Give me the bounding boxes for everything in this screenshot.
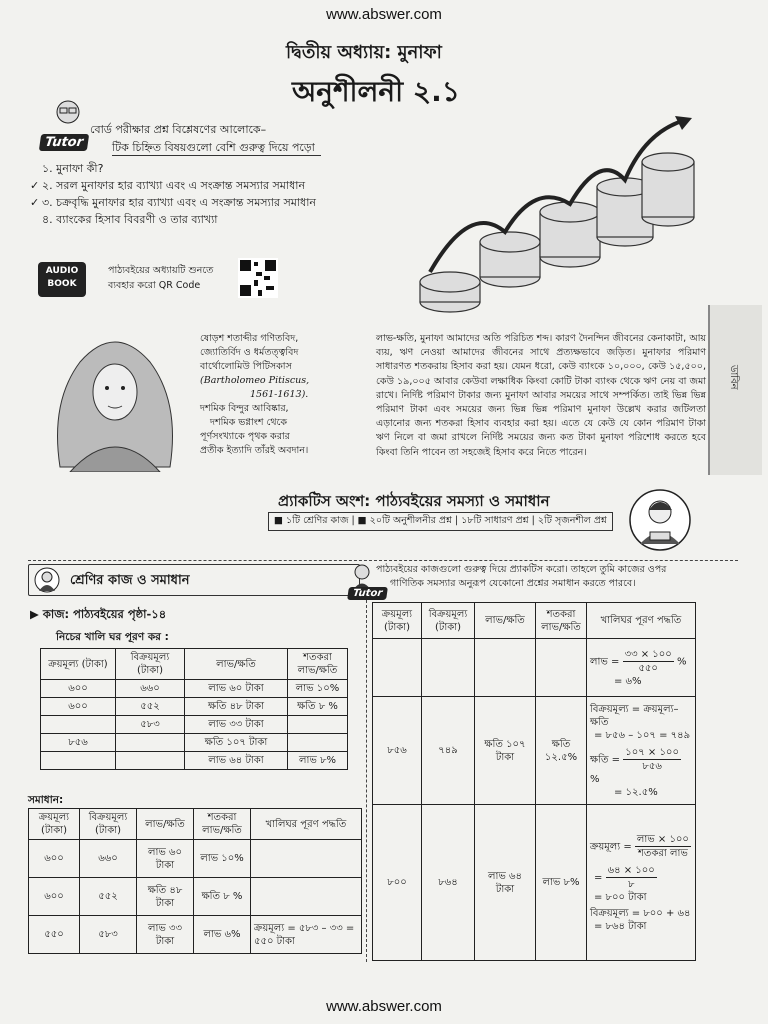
table-row: ৬০০ ৬৬০ লাভ ৬০ টাকা লাভ ১০%: [41, 680, 348, 698]
chapter-title: দ্বিতীয় অধ্যায়: মুনাফা: [286, 42, 442, 63]
table-row: লাভ = $\frac{৩৩ \times ১০০}{৫৫০}$ % = ৬%: [373, 639, 696, 697]
audio-book-badge: AUDIO BOOK: [38, 262, 86, 297]
table-row: ৬০০ ৬৬০ লাভ ৬০ টাকা লাভ ১০%: [29, 840, 362, 878]
watermark-top: www.abswer.com: [326, 6, 442, 23]
task-label: ▶ কাজ: পাঠ্যবইয়ের পৃষ্ঠা-১৪: [30, 607, 167, 621]
side-tab: ডাবিন: [708, 305, 762, 475]
coin-growth-illustration: [410, 112, 700, 332]
tutor-line1: বোর্ড পরীক্ষার প্রশ্ন বিশ্লেষণের আলোকে–: [90, 123, 267, 136]
tutor-note1: পাঠ্যবইয়ের কাজগুলো গুরুত্ব দিয়ে প্র্যাকটিস করো। তাহলে তুমি কাজের ওপর: [376, 564, 667, 575]
solution-table-right: ক্রয়মূল্য (টাকা) বিক্রয়মূল্য (টাকা) লাভ/ক্ষতি শতকরা লাভ/ক্ষতি খালিঘর পূরণ পদ্ধতি লাভ = $\frac{৩৩ \times ১০০}{৫৫০}$ % = ৬% ৮৫৬ ৭৪৯ ক্ষতি ১০৭ টাকা ক্ষতি ১২.৫% বিক্রয়মূল্য = ক্রয়মূল্য–ক্ষতি = ৮৫৬ – ১০৭ = ৭৪৯ ক্ষতি = $\frac{১০৭ \times ১০০}{৮৫৬}$ % = ১২.৫% ৮০০ ৮৬৪ লাভ ৬৪ টাকা লাভ ৮% ক্রয়মূল্য = $\frac{\text{লাভ × ১০০}}{\text{শতকরা লাভ}}$ = $\frac{৬৪ \times ১০০}{৮}$ = ৮০০ টাকা বিক্রয়মূল্য = ৮০০ + ৬৪ = ৮৬৪ টাকা: [372, 602, 696, 961]
topic-list: [30, 160, 390, 228]
table-row: ৬০০ ৫৫২ ক্ষতি ৪৮ টাকা ক্ষতি ৮ %: [41, 698, 348, 716]
pitiscus-portrait: [40, 322, 190, 472]
table-row: ৮৫৬ ৭৪৯ ক্ষতি ১০৭ টাকা ক্ষতি ১২.৫% বিক্রয়মূল্য = ক্রয়মূল্য–ক্ষতি = ৮৫৬ – ১০৭ = ৭৪৯ ক্ষতি = $\frac{১০৭ \times ১০০}{৮৫৬}$ % = ১২.৫%: [373, 697, 696, 805]
solution-table-left: ক্রয়মূল্য (টাকা) বিক্রয়মূল্য (টাকা) লাভ/ক্ষতি শতকরা লাভ/ক্ষতি খালিঘর পূরণ পদ্ধতি ৬০০ ৬৬০ লাভ ৬০ টাকা লাভ ১০% ৬০০ ৫৫২ ক্ষতি ৪৮ টাকা ক্ষতি ৮ % ৫৫০ ৫৮৩ লাভ ৩৩ টাকা লাভ ৬% ক্রয়মূল্য = ৫৮৩ – ৩৩ = ৫৫০ টাকা: [28, 808, 362, 954]
tutor-tag: Tutor: [39, 134, 89, 151]
table-row: ৫৮৩ লাভ ৩৩ টাকা: [41, 716, 348, 734]
practice-subtitle: ■ ১টি শ্রেণির কাজ | ■ ২০টি অনুশীলনীর প্রশ্ন | ১৮টি সাধারণ প্রশ্ন | ২টি সৃজনশীল প্রশ্ন: [268, 512, 613, 531]
table-row: ৫৫০ ৫৮৩ লাভ ৩৩ টাকা লাভ ৬% ক্রয়মূল্য = ৫৮৩ – ৩৩ = ৫৫০ টাকা: [29, 916, 362, 954]
solution-label: সমাধান:: [28, 794, 64, 806]
topic-item: ✓ ২. সরল মুনাফার হার ব্যাখ্যা এবং এ সংক্রান্ত সমস্যার সমাধান: [30, 179, 306, 192]
topic-item: ১. মুনাফা কী?: [42, 162, 104, 175]
table-row: ৮০০ ৮৬৪ লাভ ৬৪ টাকা লাভ ৮% ক্রয়মূল্য = $\frac{\text{লাভ × ১০০}}{\text{শতকরা লাভ}}$ = $\frac{৬৪ \times ১০০}{৮}$ = ৮০০ টাকা বিক্রয়মূল্য = ৮০০ + ৬৪ = ৮৬৪ টাকা: [373, 805, 696, 961]
exercise-title: অনুশীলনী ২.১: [292, 75, 460, 108]
bio-text: ষোড়শ শতাব্দীর গণিতবিদ, জ্যোতির্বিদ ও ধর্মতত্ত্ববিদ বার্থোলোমিউ পিটিসকাস (Bartholomeo Pitiscus, 1561-1613). দশমিক বিন্দুর আবিষ্কার, দশমিক ভগ্নাংশ থেকে পূর্ণসংখ্যাকে পৃথক করার প্রতীক ইত্যাদি তাঁরই অবদান।: [200, 333, 310, 456]
table-row: ৬০০ ৫৫২ ক্ষতি ৪৮ টাকা ক্ষতি ৮ %: [29, 878, 362, 916]
task-instruction: নিচের খালি ঘর পূরণ কর :: [56, 631, 169, 643]
q-header: লাভ/ক্ষতি: [185, 649, 288, 680]
q-header: ক্রয়মূল্য (টাকা): [41, 649, 116, 680]
practice-title: প্র্যাকটিস অংশ: পাঠ্যবইয়ের সমস্যা ও সমাধান: [278, 492, 550, 510]
q-header: শতকরা লাভ/ক্ষতি: [288, 649, 348, 680]
audio-line2: ব্যবহার করো QR Code: [108, 280, 201, 291]
column-divider: [366, 600, 367, 962]
teacher-icon: [34, 567, 60, 593]
student-illustration: [624, 488, 696, 552]
qr-code-icon[interactable]: [238, 258, 278, 298]
intro-paragraph: লাভ-ক্ষতি, মুনাফা আমাদের অতি পরিচিত শব্দ। কারণ দৈনন্দিন জীবনের কেনাকাটা, আয় ব্যয়, ঋণ নেওয়া আমাদের জীবনের সাথে প্রত্যক্ষভাবে জড়িত। মুনাফার পরিমাণ সাধারণত শতকরায় হিসাব করা হয়। যেমন ধরো, কেউ ব্যাংকে ১০,০০০, কেউ ১৫,৫০০, কেউ ১৯,০০৫ আবার কেউবা লক্ষাধিক কিংবা কোটি টাকা ব্যাংক থেকে ঋণ নেয় বা জমা রাখে। নির্দিষ্ট পরিমাণ টাকার জন্য মুনাফা আবার সময়ের সাথে সম্পর্কিত। তাই ভিন্ন ভিন্ন পরিমাণ টাকা এবং সময়ের জন্য ভিন্ন ভিন্ন পরিমাণ মুনাফা উল্লেখ করার জটিলতা এড়ানোর জন্য শতকরা হিসাব ব্যবহার করা হয়। এতে যে কেউ যে কোন পরিমাণ টাকা ঋণ নিলে বা জমা রাখলে নির্দিষ্ট সময়ের জন্য কত টাকা মুনাফা পরিশোধ করতে হবে কিংবা তিনি পাবেন তা সহজেই হিসাব করে নিতে পারেন।: [376, 333, 706, 458]
table-row: লাভ ৬৪ টাকা লাভ ৮%: [41, 752, 348, 770]
tutor-small-tag: Tutor: [347, 587, 388, 600]
section-divider: [28, 560, 738, 561]
q-header: বিক্রয়মূল্য (টাকা): [116, 649, 185, 680]
audio-line1: পাঠ্যবইয়ের অধ্যায়টি শুনতে: [108, 265, 214, 276]
class-work-heading: শ্রেণির কাজ ও সমাধান: [70, 573, 190, 588]
table-row: ৮৫৬ ক্ষতি ১০৭ টাকা: [41, 734, 348, 752]
topic-item: ৪. ব্যাংকের হিসাব বিবরণী ও তার ব্যাখ্যা: [42, 213, 218, 226]
question-table: [40, 648, 348, 770]
topic-item: ✓ ৩. চক্রবৃদ্ধি মুনাফার হার ব্যাখ্যা এবং এ সংক্রান্ত সমস্যার সমাধান: [30, 196, 316, 209]
tutor-line2: টিক চিহ্নিত বিষয়গুলো বেশি গুরুত্ব দিয়ে পড়ো: [112, 140, 321, 156]
watermark-bottom: www.abswer.com: [326, 998, 442, 1015]
tutor-note2: গাণিতিক সমস্যার অনুরূপ যেকোনো প্রশ্নের সমাধান করতে পারবে।: [390, 578, 636, 589]
